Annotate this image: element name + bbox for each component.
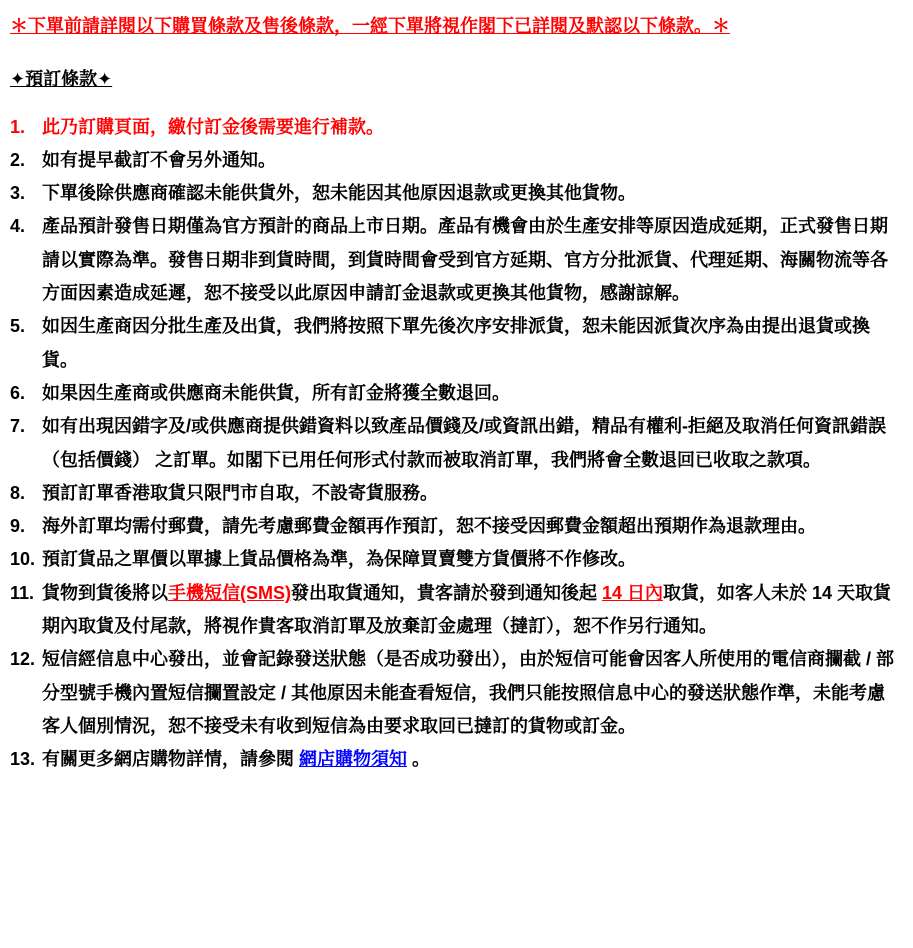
term-number: 8.	[10, 482, 26, 503]
term-text-segment: 取貨，如客人未於 14 天取貨期內取貨及付尾款，將視作貴客取消訂單及放棄訂金處理（撻訂），恕不作另行通知。	[42, 582, 892, 637]
term-text-segment: 預訂訂單香港取貨只限門市自取，不設寄貨服務。	[42, 482, 438, 503]
term-item-5	[10, 310, 899, 377]
term-item-11	[10, 577, 899, 644]
section-title: ✦預訂條款✦	[10, 69, 113, 90]
shop-guide-link[interactable]: 網店購物須知	[299, 749, 407, 770]
term-number: 13.	[10, 749, 36, 770]
term-number: 2.	[10, 149, 26, 170]
term-item-1	[10, 111, 899, 144]
term-text-segment: 預訂貨品之單價以單據上貨品價格為準，為保障買賣雙方貨價將不作修改。	[42, 549, 636, 570]
term-text-segment: 如有提早截訂不會另外通知。	[42, 149, 276, 170]
term-text	[42, 310, 899, 377]
term-text-segment: 此乃訂購頁面，繳付訂金後需要進行補款。	[42, 116, 384, 137]
term-text	[42, 377, 899, 410]
term-text-segment: 如有出現因錯字及/或供應商提供錯資料以致產品價錢及/或資訊出錯，精品有權利-拒絕及取消任何資訊錯誤（包括價錢） 之訂單。如閣下已用任何形式付款而被取消訂單，我們將會全數退回已收取之款項。	[42, 416, 886, 470]
term-number: 9.	[10, 516, 26, 537]
term-text-segment: 海外訂單均需付郵費，請先考慮郵費金額再作預訂，恕不接受因郵費金額超出預期作為退款理由。	[42, 516, 816, 537]
term-item-10	[10, 543, 899, 576]
term-number: 11.	[10, 582, 35, 603]
term-text-segment: 下單後除供應商確認未能供貨外，恕未能因其他原因退款或更換其他貨物。	[42, 183, 636, 204]
term-item-12	[10, 643, 899, 743]
term-text-segment: 短信經信息中心發出，並會記錄發送狀態（是否成功發出），由於短信可能會因客人所使用的電信商攔截 / 部分型號手機內置短信攔置設定 / 其他原因未能查看短信，我們只能按照信息中心的發送狀態作準，未能考慮客人個別情況，恕不接受未有收到短信為由要求取回已撻訂的貨物或訂金。	[42, 649, 894, 736]
term-text	[42, 477, 899, 510]
header-notice: ＊下單前請詳閱以下購買條款及售後條款，一經下單將視作閣下已詳閱及默認以下條款。＊	[10, 16, 730, 36]
term-number: 1.	[10, 116, 26, 137]
term-item-6	[10, 377, 899, 410]
term-text-segment: 發出取貨通知，貴客請於發到通知後起	[291, 582, 602, 603]
term-item-3	[10, 177, 899, 210]
term-number: 4.	[10, 216, 26, 237]
term-text-segment: 如果因生產商或供應商未能供貨，所有訂金將獲全數退回。	[42, 382, 510, 403]
term-item-8	[10, 477, 899, 510]
term-text-segment: 14 日內	[602, 582, 664, 603]
term-text-segment: 產品預計發售日期僅為官方預計的商品上市日期。產品有機會由於生產安排等原因造成延期，正式發售日期請以實際為準。發售日期非到貨時間，到貨時間會受到官方延期、官方分批派貨、代理延期、海關物流等各方面因素造成延遲，恕不接受以此原因申請訂金退款或更換其他貨物，感謝諒解。	[42, 216, 888, 304]
term-text-segment: 如因生產商因分批生產及出貨，我們將按照下單先後次序安排派貨，恕未能因派貨次序為由提出退貨或換貨。	[42, 316, 870, 370]
term-number: 12.	[10, 649, 36, 670]
term-text	[42, 643, 899, 743]
term-item-7	[10, 410, 899, 477]
term-number: 10.	[10, 549, 36, 570]
term-number: 7.	[10, 416, 26, 437]
term-text	[42, 510, 899, 543]
term-text	[42, 410, 899, 477]
term-item-9	[10, 510, 899, 543]
term-number: 3.	[10, 183, 26, 204]
term-text	[42, 177, 899, 210]
term-text	[42, 111, 899, 144]
term-number: 6.	[10, 382, 26, 403]
term-text	[42, 543, 899, 576]
terms-list	[10, 111, 899, 777]
term-item-13	[10, 743, 899, 776]
term-item-4	[10, 210, 899, 310]
term-text-segment: 有關更多網店購物詳情，請參閱	[42, 749, 299, 770]
term-text	[42, 743, 899, 776]
term-item-2	[10, 144, 899, 177]
term-text	[42, 577, 899, 644]
term-text-segment: 貨物到貨後將以	[42, 582, 168, 603]
term-text	[42, 144, 899, 177]
term-text-segment: 。	[407, 749, 431, 770]
term-number: 5.	[10, 316, 26, 337]
term-text	[42, 210, 899, 310]
term-text-segment: 手機短信(SMS)	[168, 582, 291, 603]
